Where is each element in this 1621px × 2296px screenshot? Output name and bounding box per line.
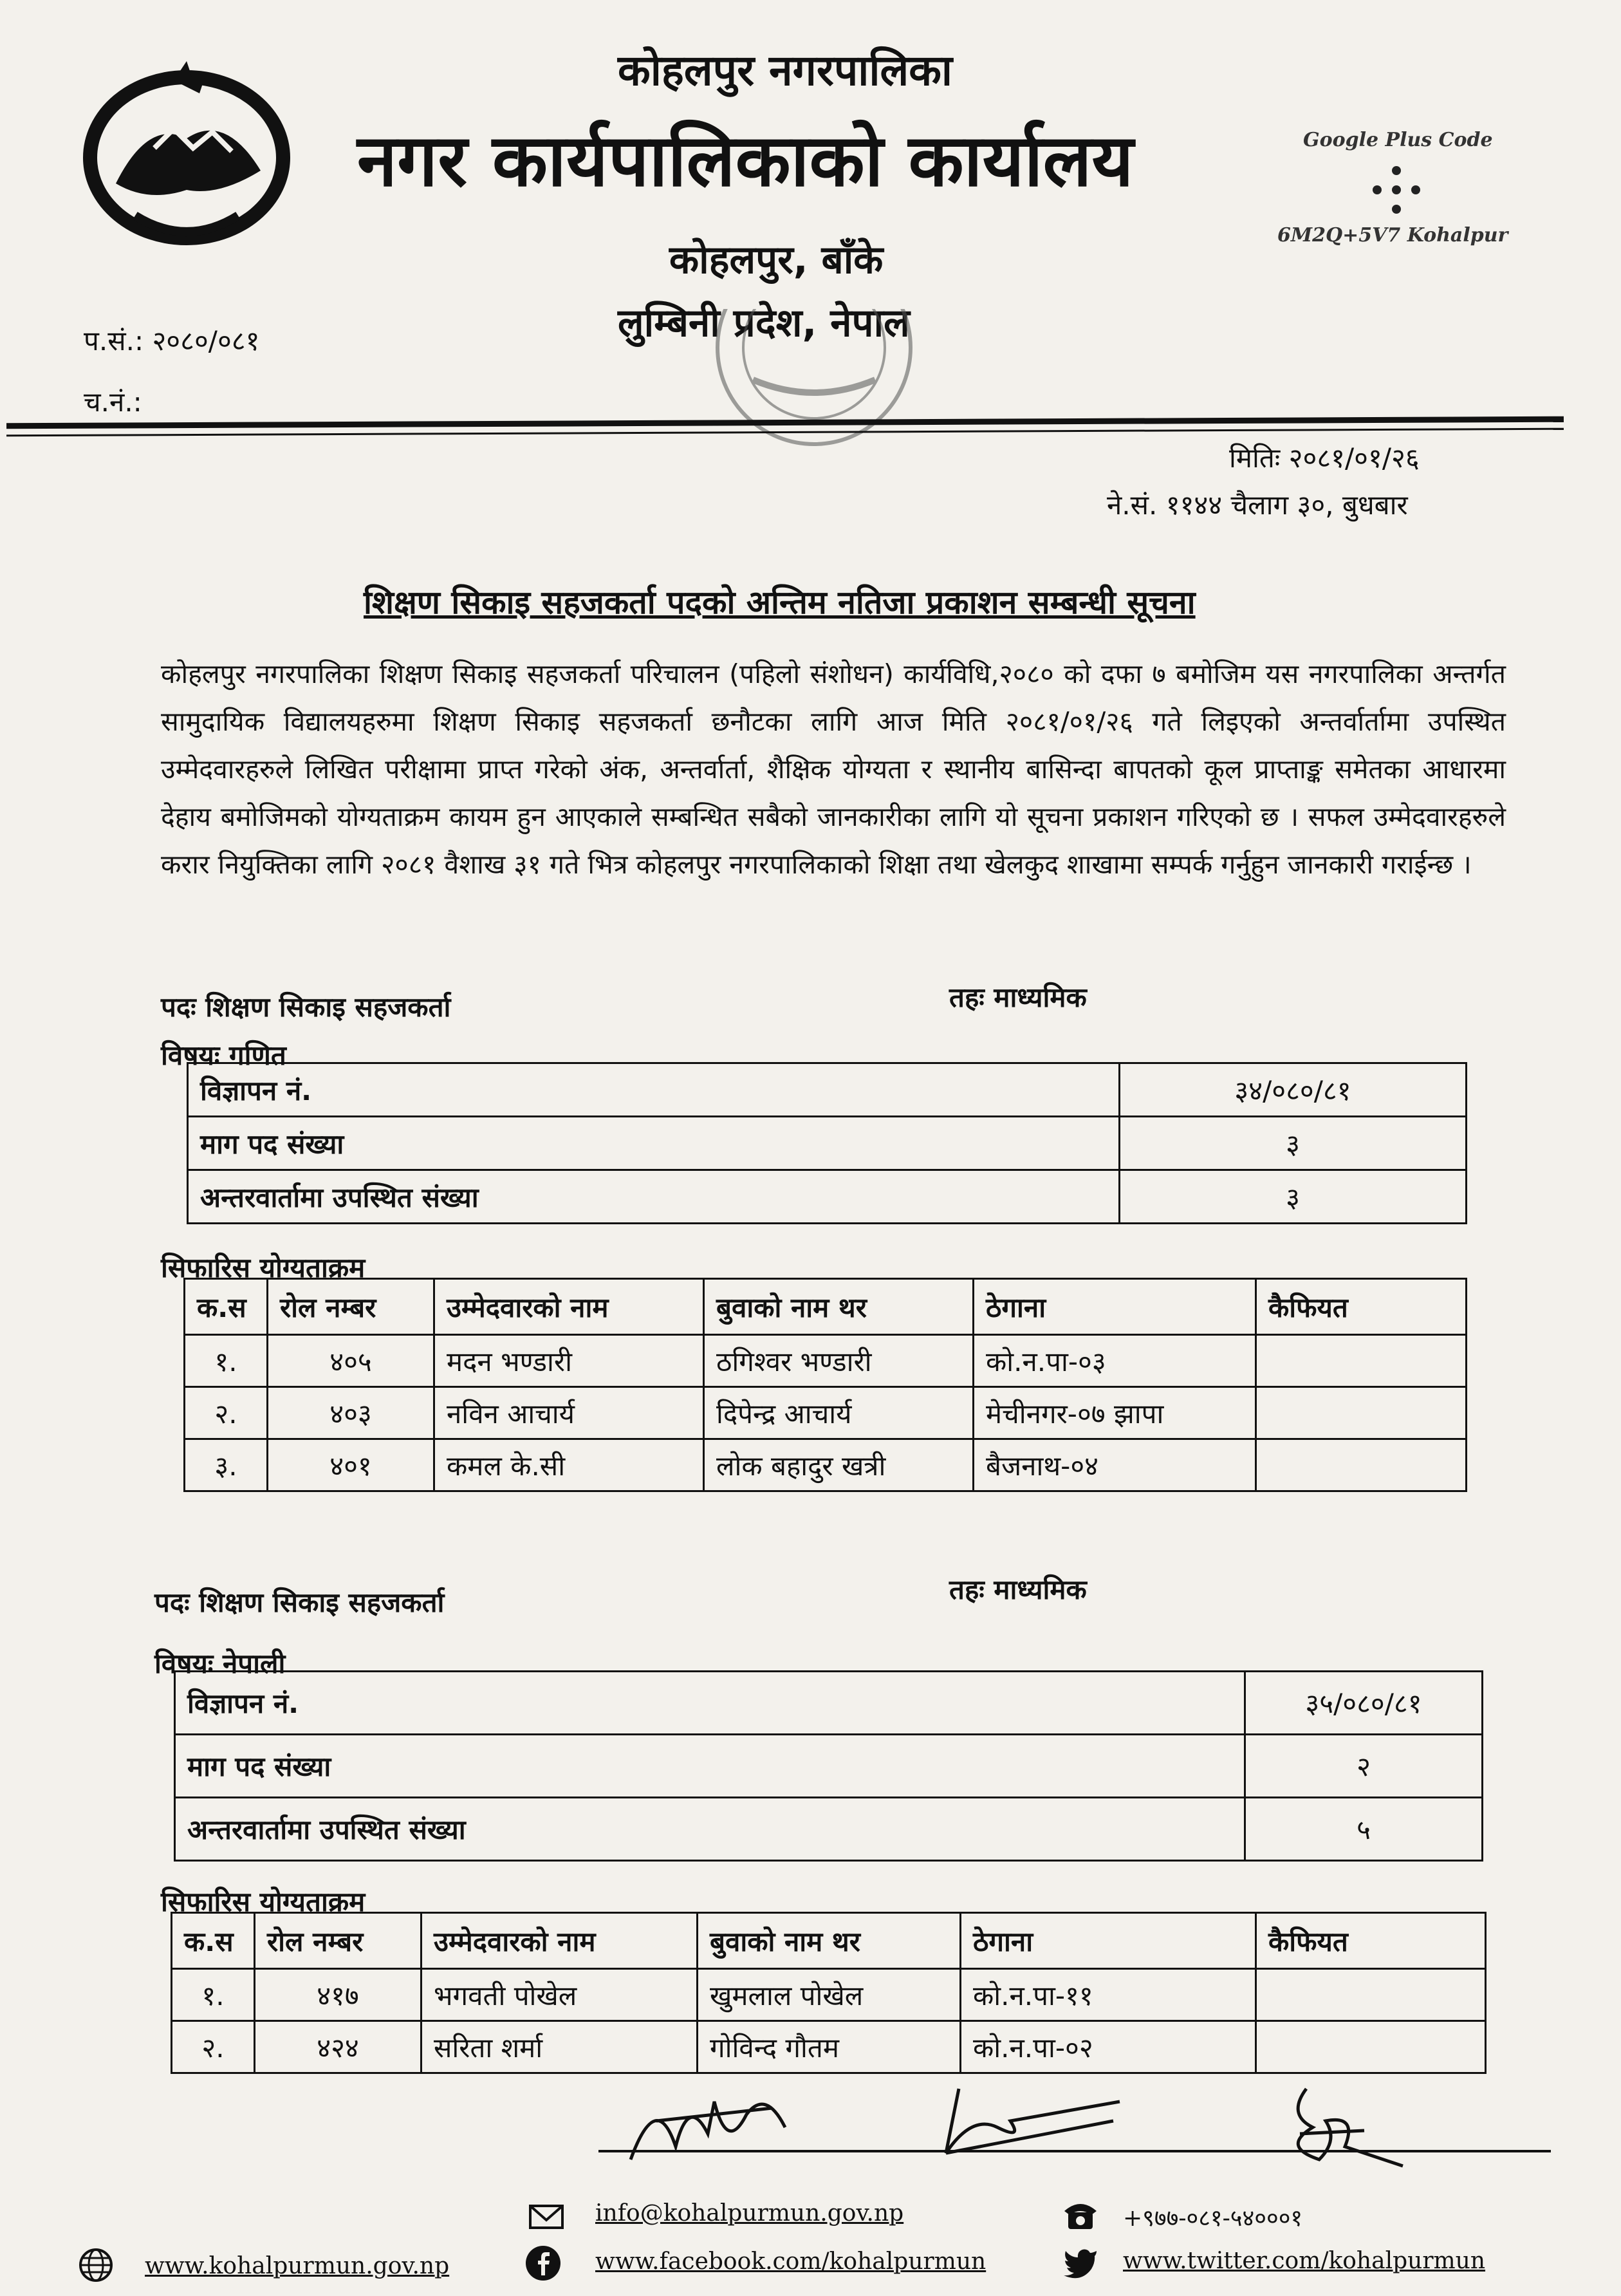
footer-phone: +९७७-०८१-५४०००१ [1123,2205,1303,2232]
cell-serial: २. [185,1387,268,1439]
col-candidate-name: उम्मेदवारको नाम [421,1913,698,1969]
cell-roll: ४०५ [268,1335,434,1387]
col-remarks: कैफियत [1256,1279,1467,1335]
signature-2 [920,2076,1133,2172]
cell-father-name: ठगिश्वर भण्डारी [704,1335,974,1387]
notice-date: मितिः २०८१/०१/२६ [1229,442,1420,474]
twitter-icon [1062,2243,1099,2281]
col-address: ठेगाना [974,1279,1256,1335]
cell-remarks [1256,2021,1486,2073]
cell-address: को.न.पा-११ [961,1969,1256,2021]
col-father-name: बुवाको नाम थर [698,1913,961,1969]
level-label: तहः माध्यमिक [949,1574,1087,1605]
cell-remarks [1256,1969,1486,2021]
signature-1 [618,2076,798,2172]
interview-present-value: ५ [1245,1798,1483,1861]
advertisement-info-table [174,1670,1483,1862]
cell-candidate-name: सरिता शर्मा [421,2021,698,2073]
table-row [185,1335,1467,1387]
plus-code-value: 6M2Q+5V7 Kohalpur [1277,224,1508,247]
office-city: कोहलपुर, बाँके [669,238,884,283]
cell-candidate-name: नविन आचार्य [434,1387,704,1439]
col-serial: क.स [172,1913,255,1969]
col-serial: क.स [185,1279,268,1335]
cell-candidate-name: मदन भण्डारी [434,1335,704,1387]
col-candidate-name: उम्मेदवारको नाम [434,1279,704,1335]
interview-present-value: ३ [1120,1170,1467,1224]
post-label: पदः शिक्षण सिकाइ सहजकर्ता [161,991,451,1023]
cell-father-name: दिपेन्द्र आचार्य [704,1387,974,1439]
ad-no-value: ३४/०८०/८१ [1120,1063,1467,1117]
office-province: लुम्बिनी प्रदेश, नेपाल [618,301,910,346]
cell-roll: ४०३ [268,1387,434,1439]
posts-demanded-label: माग पद संख्या [175,1735,1245,1798]
cell-roll: ४१७ [255,1969,421,2021]
cell-serial: १. [185,1335,268,1387]
cell-father-name: लोक बहादुर खत्री [704,1439,974,1491]
recommendation-label: सिफारिस योग्यताक्रम [161,1252,366,1283]
dispatch-number: च.नं.: [84,386,142,418]
cell-address: को.न.पा-०२ [961,2021,1256,2073]
cell-serial: २. [172,2021,255,2073]
notice-title: शिक्षण सिकाइ सहजकर्ता पदको अन्तिम नतिजा प्रकाशन सम्बन्धी सूचना [364,584,1196,621]
plus-code-icon [1371,164,1422,216]
cell-address: बैजनाथ-०४ [974,1439,1256,1491]
notice-body: कोहलपुर नगरपालिका शिक्षण सिकाइ सहजकर्ता परिचालन (पहिलो संशोधन) कार्यविधि,२०८० को दफा ७ बमोजिम यस नगरपालिका अन्तर्गत सामुदायिक विद्यालयहरुमा शिक्षण सिकाइ सहजकर्ता छनौटका लागि आज मिति २०८१/०१/२६ गते लिइएको अन्तर्वार्तामा उपस्थित उम्मेदवारहरुले लिखित परीक्षामा प्राप्त गरेको अंक, अन्तर्वार्ता, शैक्षिक योग्यता र स्थानीय बासिन्दा बापतको कूल प्राप्ताङ्क समेतका आधारमा देहाय बमोजिमको योग्यताक्रम कायम हुन आएकाले सम्बन्धित सबैको जानकारीका लागि यो सूचना प्रकाशन गरिएको छ । सफल उम्मेदवारहरुले करार नियुक्तिका लागि २०८१ वैशाख ३१ गते भित्र कोहलपुर नगरपालिकाको शिक्षा तथा खेलकुद शाखामा सम्पर्क गर्नुहुन जानकारी गराईन्छ । [161,658,1506,880]
cell-roll: ४२४ [255,2021,421,2073]
level-label: तहः माध्यमिक [949,982,1087,1013]
reference-number: प.सं.: २०८०/०८१ [84,325,260,357]
cell-remarks [1256,1335,1467,1387]
interview-present-label: अन्तरवार्तामा उपस्थित संख्या [188,1170,1120,1224]
footer-email[interactable]: info@kohalpurmun.gov.np [595,2200,904,2226]
col-father-name: बुवाको नाम थर [704,1279,974,1335]
table-row [172,2021,1486,2073]
table-row [172,1969,1486,2021]
cell-father-name: गोविन्द गौतम [698,2021,961,2073]
post-label: पदः शिक्षण सिकाइ सहजकर्ता [154,1587,445,1618]
interview-present-label: अन्तरवार्तामा उपस्थित संख्या [175,1798,1245,1861]
ad-no-label: विज्ञापन नं. [188,1063,1120,1117]
subject-label: विषयः गणित [161,1040,286,1071]
cell-candidate-name: कमल के.सी [434,1439,704,1491]
ad-no-value: ३५/०८०/८१ [1245,1672,1483,1735]
table-row [175,1735,1483,1798]
plus-code-label: Google Plus Code [1303,129,1493,151]
footer-facebook[interactable]: www.facebook.com/kohalpurmun [595,2248,986,2275]
cell-roll: ४०१ [268,1439,434,1491]
cell-serial: १. [172,1969,255,2021]
cell-address: को.न.पा-०३ [974,1335,1256,1387]
cell-candidate-name: भगवती पोखेल [421,1969,698,2021]
footer-twitter[interactable]: www.twitter.com/kohalpurmun [1123,2248,1486,2274]
posts-demanded-value: २ [1245,1735,1483,1798]
table-row [185,1439,1467,1491]
table-row [188,1117,1467,1170]
cell-address: मेचीनगर-०७ झापा [974,1387,1256,1439]
cell-serial: ३. [185,1439,268,1491]
table-row [188,1063,1467,1117]
cell-father-name: खुमलाल पोखेल [698,1969,961,2021]
merit-list-table-2 [171,1912,1487,2074]
posts-demanded-label: माग पद संख्या [188,1117,1120,1170]
subject-label: विषयः नेपाली [154,1648,286,1679]
ad-no-label: विज्ञापन नं. [175,1672,1245,1735]
signature-line [598,2150,1551,2152]
col-roll: रोल नम्बर [268,1279,434,1335]
footer-website[interactable]: www.kohalpurmun.gov.np [145,2253,450,2279]
table-row [188,1170,1467,1224]
office-name: नगर कार्यपालिकाको कार्यालय [357,119,1134,203]
signature-3 [1261,2076,1429,2172]
nepal-sambat-date: ने.सं. ११४४ चैलाग ३०, बुधबार [1107,489,1408,521]
col-address: ठेगाना [961,1913,1256,1969]
table-header-row [172,1913,1486,1969]
phone-icon [1062,2197,1099,2234]
recommendation-label: सिफारिस योग्यताक्रम [161,1886,366,1918]
cell-remarks [1256,1439,1467,1491]
table-row [175,1672,1483,1735]
municipality-name: कोहलपुर नगरपालिका [618,46,953,95]
posts-demanded-value: ३ [1120,1117,1467,1170]
col-roll: रोल नम्बर [255,1913,421,1969]
advertisement-info-table [187,1062,1467,1224]
globe-icon [77,2246,115,2284]
cell-remarks [1256,1387,1467,1439]
table-header-row [185,1279,1467,1335]
table-row [175,1798,1483,1861]
merit-list-table-1 [183,1278,1467,1492]
col-remarks: कैफियत [1256,1913,1486,1969]
mail-icon [528,2198,565,2235]
nepal-emblem-icon [77,61,296,254]
office-stamp [708,309,920,451]
table-row [185,1387,1467,1439]
facebook-icon [524,2245,562,2282]
